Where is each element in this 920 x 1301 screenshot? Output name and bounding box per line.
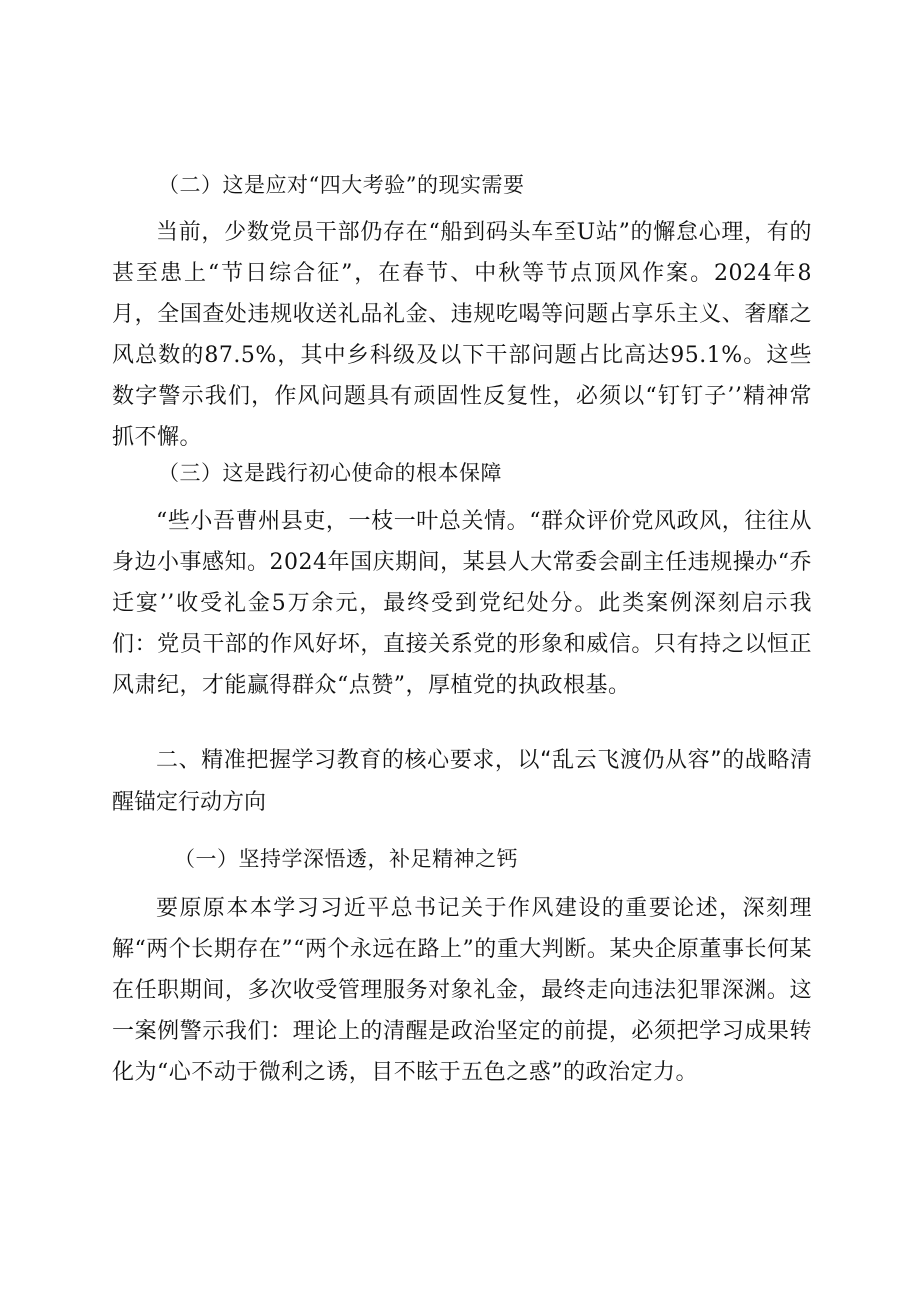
section-heading-3: （三）这是践行初心使命的根本保障 <box>158 461 502 485</box>
paragraph-2: 当前，少数党员干部仍存在“船到码头车至U站”的懈怠心理，有的甚至患上“节日综合征”，在春节、中秋等节点顶风作案。2024年8月，全国查处违规收送礼品礼金、违规吃喝等问题占享乐主义、奢靡之风总数的87.5%，其中乡科级及以下干部问题占比高达95.1%。这些数字警示我们，作风问题具有顽固性反复性，必须以“钉钉子’’精神常抓不懈。 <box>112 220 812 450</box>
section-heading-2: （二）这是应对“四大考验”的现实需要 <box>158 173 525 197</box>
paragraph-4: 要原原本本学习习近平总书记关于作风建设的重要论述，深刻理解“两个长期存在”“两个永远在路上”的重大判断。某央企原董事长何某在任职期间，多次收受管理服务对象礼金，最终走向违法犯罪深渊。这一案例警示我们：理论上的清醒是政治坚定的前提，必须把学习成果转化为“心不动于微利之诱，目不眩于五色之惑”的政治定力。 <box>112 896 812 1085</box>
major-heading-2: 二、精准把握学习教育的核心要求，以“乱云飞渡仍从容”的战略清醒锚定行动方向 <box>112 748 812 815</box>
section-heading-2-1: （一）坚持学深悟透，补足精神之钙 <box>174 847 518 871</box>
paragraph-3: “些小吾曹州县吏，一枝一叶总关情。“群众评价党风政风，往往从身边小事感知。2024年国庆期间，某县人大常委会副主任违规操办“乔迁宴’’收受礼金5万余元，最终受到党纪处分。此类案例深刻启示我们：党员干部的作风好坏，直接关系党的形象和威信。只有持之以恒正风肃纪，才能赢得群众“点赞”，厚植党的执政根基。 <box>112 509 812 698</box>
